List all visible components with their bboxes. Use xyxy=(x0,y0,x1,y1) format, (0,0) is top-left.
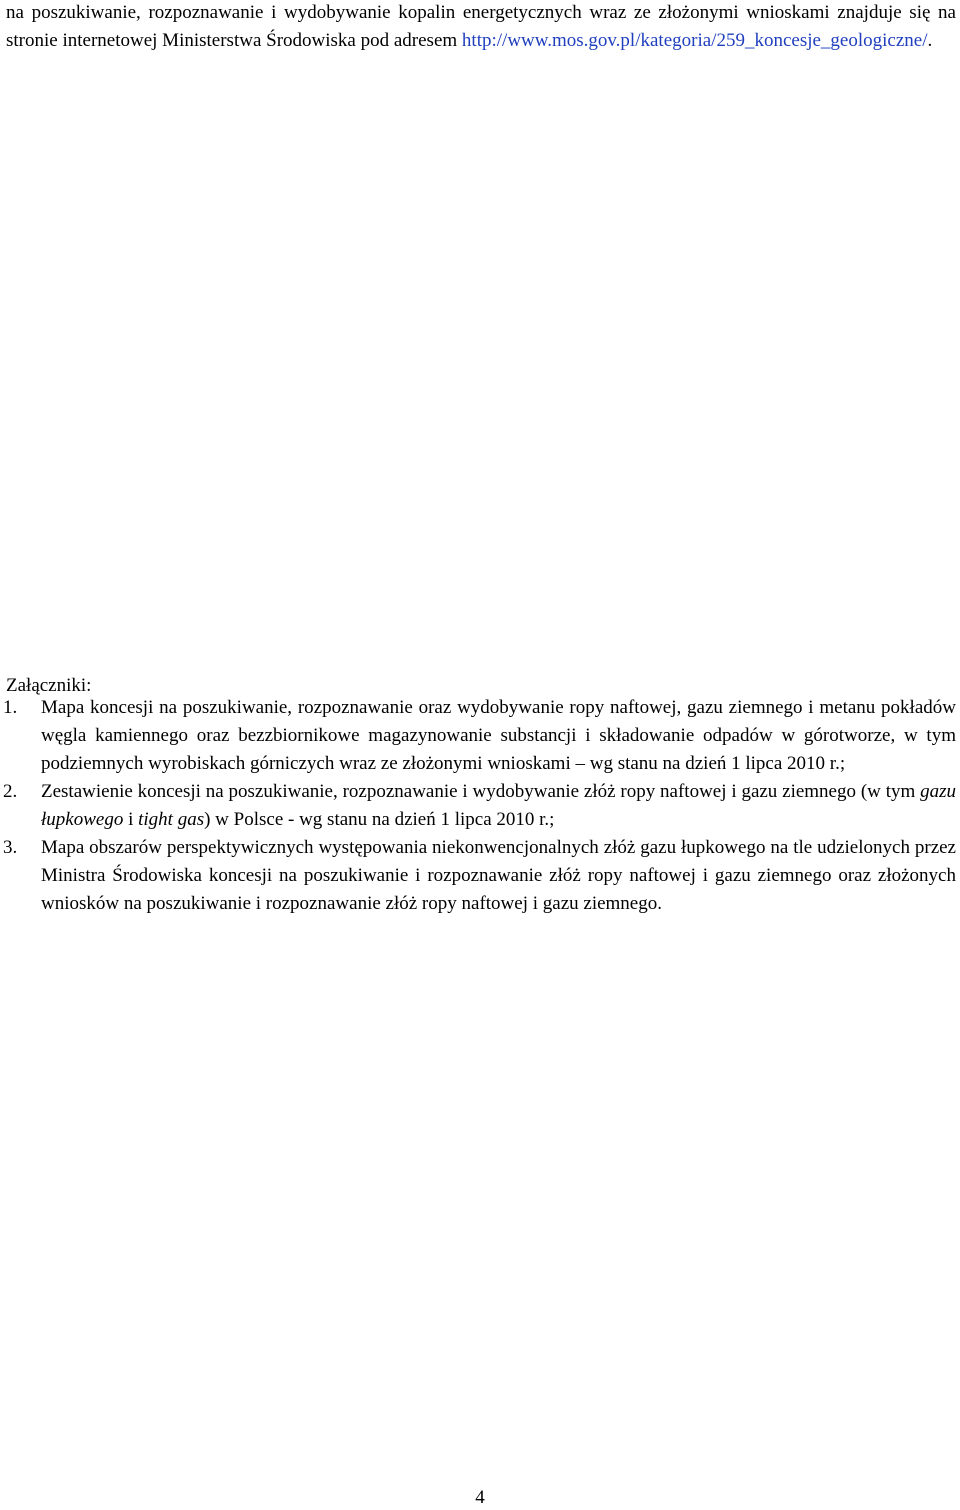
attachment-number: 1. xyxy=(3,697,18,718)
attachment-italic-tight-gas: tight gas xyxy=(138,809,205,830)
intro-tail: . xyxy=(927,30,933,51)
attachment-number: 2. xyxy=(3,781,18,802)
attachment-item-2 xyxy=(0,778,956,834)
attachment-text: Mapa koncesji na poszukiwanie, rozpoznawanie oraz wydobywanie ropy naftowej, gazu ziemnego i metanu pokładów węgla kamiennego oraz bezzbiornikowe magazynowanie substancji i składowanie odpadów w górotworze, w tym podziemnych wyrobiskach górniczych wraz ze złożonymi wnioskami – wg stanu na dzień 1 lipca 2010 r.; xyxy=(41,697,956,774)
attachment-italic-shale-gas: gazu łupkowego xyxy=(41,781,956,830)
attachment-item-3 xyxy=(0,834,956,918)
attachment-text: Mapa obszarów perspektywicznych występowania niekonwencjonalnych złóż gazu łupkowego na tle udzielonych przez Ministra Środowiska koncesji na poszukiwanie i rozpoznawanie złóż ropy naftowej i gazu ziemnego oraz złożonych wniosków na poszukiwanie i rozpoznawanie złóż ropy naftowej i gazu ziemnego. xyxy=(41,837,956,914)
attachments-title: Załączniki: xyxy=(6,675,92,696)
attachments-list xyxy=(0,694,960,918)
ministry-link[interactable]: http://www.mos.gov.pl/kategoria/259_koncesje_geologiczne/ xyxy=(461,30,928,51)
attachment-text-middle: i xyxy=(123,809,139,830)
page-number: 4 xyxy=(475,1487,485,1508)
attachment-number: 3. xyxy=(3,837,18,858)
attachment-item-1 xyxy=(0,694,956,778)
attachment-text-after: ) w Polsce - wg stanu na dzień 1 lipca 2010 r.; xyxy=(204,809,555,830)
intro-text: na poszukiwanie, rozpoznawanie i wydobywanie kopalin energetycznych wraz ze złożonymi wnioskami znajduje się na stronie internetowej Ministerstwa Środowiska pod adresem xyxy=(6,2,956,51)
intro-paragraph xyxy=(6,0,956,55)
attachment-text-before: Zestawienie koncesji na poszukiwanie, rozpoznawanie i wydobywanie złóż ropy naftowej i gazu ziemnego (w tym xyxy=(41,781,921,802)
